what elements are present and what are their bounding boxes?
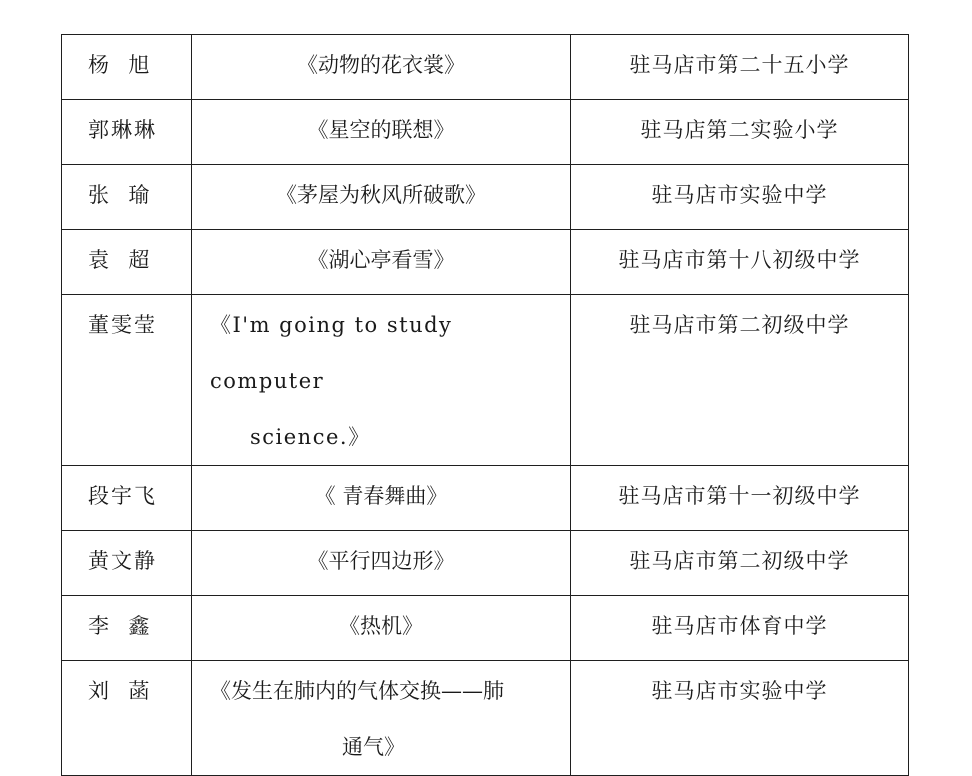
table-row (62, 100, 909, 165)
school-cell (571, 35, 909, 100)
lesson-title: 《动物的花衣裳》 (297, 53, 465, 77)
title-cell (192, 295, 571, 466)
title-cell (192, 596, 571, 661)
school-name: 驻马店市第二十五小学 (629, 53, 850, 77)
lesson-title-line1: 《I'm going to study computer (210, 313, 453, 393)
lesson-title: 《湖心亭看雪》 (307, 248, 455, 272)
school-name: 驻马店市体育中学 (651, 614, 828, 638)
lesson-title-line1: 《发生在肺内的气体交换——肺 (210, 679, 504, 703)
lesson-title-line2: science.》 (250, 425, 371, 449)
name-cell (62, 596, 192, 661)
lesson-title-line2: 通气》 (342, 735, 405, 759)
school-cell (571, 295, 909, 466)
table-row (62, 230, 909, 295)
school-name: 驻马店市第十一初级中学 (618, 484, 861, 508)
title-cell (192, 100, 571, 165)
teacher-name: 杨 旭 (88, 53, 152, 77)
teacher-name: 段宇飞 (88, 484, 157, 508)
teacher-name: 李 鑫 (88, 614, 152, 638)
lesson-title: 《热机》 (339, 614, 423, 638)
school-cell (571, 596, 909, 661)
title-cell (192, 466, 571, 531)
name-cell (62, 295, 192, 466)
title-cell (192, 230, 571, 295)
title-cell (192, 165, 571, 230)
school-name: 驻马店第二实验小学 (640, 118, 839, 142)
school-cell (571, 165, 909, 230)
school-cell (571, 100, 909, 165)
school-cell (571, 230, 909, 295)
name-cell (62, 100, 192, 165)
table-row (62, 466, 909, 531)
lesson-title (192, 661, 570, 775)
table-row (62, 661, 909, 776)
name-cell (62, 661, 192, 776)
school-name: 驻马店市第二初级中学 (629, 549, 850, 573)
name-cell (62, 531, 192, 596)
school-cell (571, 531, 909, 596)
lesson-title: 《平行四边形》 (307, 549, 455, 573)
table-row (62, 165, 909, 230)
awards-table (61, 34, 909, 776)
school-name: 驻马店市第二初级中学 (629, 313, 850, 337)
teacher-name: 董雯莹 (88, 313, 157, 337)
table-row (62, 295, 909, 466)
lesson-title: 《星空的联想》 (307, 118, 455, 142)
school-name: 驻马店市第十八初级中学 (618, 248, 861, 272)
school-name: 驻马店市实验中学 (651, 679, 828, 703)
teacher-name: 袁 超 (88, 248, 152, 272)
name-cell (62, 165, 192, 230)
lesson-title (192, 295, 570, 465)
title-cell (192, 661, 571, 776)
school-cell (571, 466, 909, 531)
teacher-name: 张 瑜 (88, 183, 152, 207)
school-cell (571, 661, 909, 776)
table-row (62, 531, 909, 596)
name-cell (62, 35, 192, 100)
teacher-name: 郭琳琳 (88, 118, 157, 142)
title-cell (192, 531, 571, 596)
title-cell (192, 35, 571, 100)
name-cell (62, 466, 192, 531)
teacher-name: 黄文静 (88, 549, 157, 573)
lesson-title: 《 青春舞曲》 (314, 484, 448, 508)
name-cell (62, 230, 192, 295)
teacher-name: 刘 菡 (88, 679, 152, 703)
lesson-title: 《茅屋为秋风所破歌》 (276, 183, 486, 207)
school-name: 驻马店市实验中学 (651, 183, 828, 207)
table-row (62, 35, 909, 100)
table-row (62, 596, 909, 661)
